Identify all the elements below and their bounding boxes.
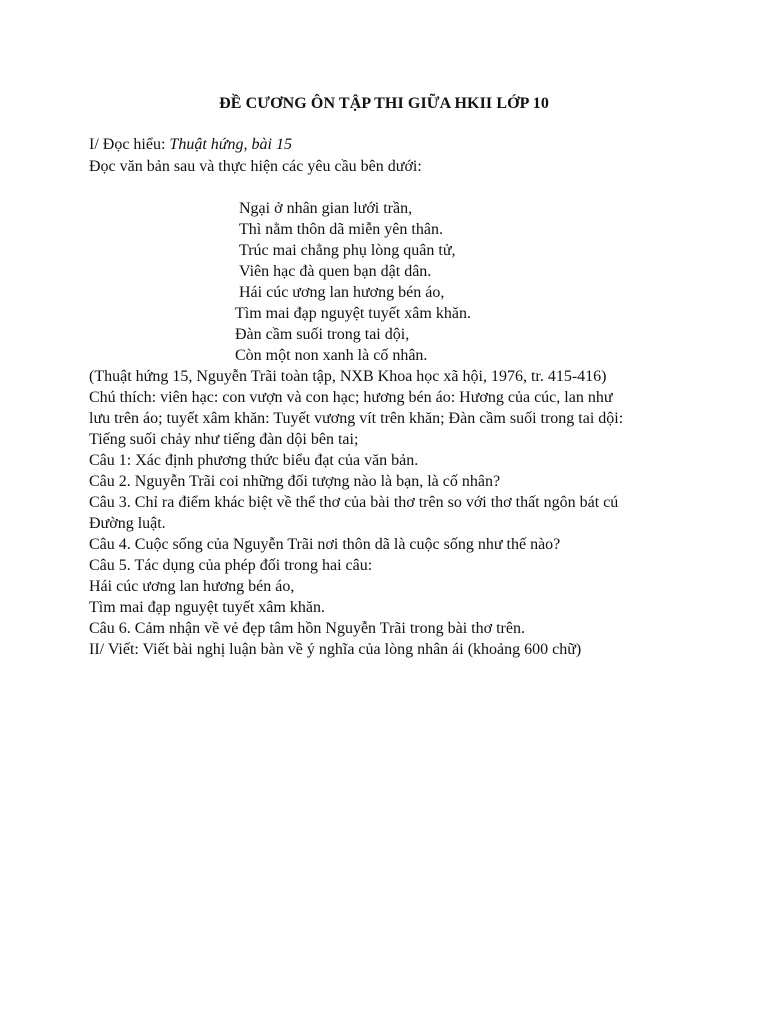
notes-line: Tiếng suối chảy như tiếng đàn dội bên tai; xyxy=(89,431,359,448)
question-line: Đường luật. xyxy=(89,515,166,532)
poem-line: Trúc mai chẳng phụ lòng quân tử, xyxy=(239,242,456,259)
question-line: Câu 3. Chỉ ra điểm khác biệt về thể thơ của bài thơ trên so với thơ thất ngôn bát cú xyxy=(89,494,619,511)
poem-line: Thì nằm thôn dã miễn yên thân. xyxy=(239,221,443,238)
poem-line: Còn một non xanh là cố nhân. xyxy=(235,347,428,364)
section-reading-label: I/ Đọc hiểu: xyxy=(89,136,170,153)
page-title: ĐỀ CƯƠNG ÔN TẬP THI GIỮA HKII LỚP 10 xyxy=(219,95,549,112)
section-reading-work: Thuật hứng, bài 15 xyxy=(169,136,292,153)
poem-line: Hái cúc ương lan hương bén áo, xyxy=(239,284,445,301)
poem-line: Viên hạc đà quen bạn dật dân. xyxy=(239,263,432,280)
instruction-text: Đọc văn bản sau và thực hiện các yêu cầu bên dưới: xyxy=(89,158,422,175)
question-line: Câu 2. Nguyễn Trãi coi những đối tượng nào là bạn, là cố nhân? xyxy=(89,473,501,490)
question-line: Câu 4. Cuộc sống của Nguyễn Trãi nơi thôn dã là cuộc sống như thế nào? xyxy=(89,536,561,553)
question-line: Hái cúc ương lan hương bén áo, xyxy=(89,578,295,595)
source-citation: (Thuật hứng 15, Nguyễn Trãi toàn tập, NXB Khoa học xã hội, 1976, tr. 415-416) xyxy=(89,368,607,385)
question-line: Câu 6. Cảm nhận về vẻ đẹp tâm hồn Nguyễn Trãi trong bài thơ trên. xyxy=(89,620,525,637)
question-line: Câu 5. Tác dụng của phép đối trong hai câu: xyxy=(89,557,373,574)
question-line: Tìm mai đạp nguyệt tuyết xâm khăn. xyxy=(89,599,325,616)
poem-line: Ngại ở nhân gian lưới trần, xyxy=(239,200,413,217)
notes-line: Chú thích: viên hạc: con vượn và con hạc; hương bén áo: Hương của cúc, lan như xyxy=(89,389,613,406)
poem-line: Tìm mai đạp nguyệt tuyết xâm khăn. xyxy=(235,305,471,322)
notes-line: lưu trên áo; tuyết xâm khăn: Tuyết vương vít trên khăn; Đàn cầm suối trong tai dội: xyxy=(89,410,624,427)
section-writing: II/ Viết: Viết bài nghị luận bàn về ý nghĩa của lòng nhân ái (khoảng 600 chữ) xyxy=(89,641,582,658)
section-reading-heading xyxy=(89,134,292,155)
question-line: Câu 1: Xác định phương thức biểu đạt của văn bản. xyxy=(89,452,419,469)
poem-line: Đàn cầm suối trong tai dội, xyxy=(235,326,410,343)
